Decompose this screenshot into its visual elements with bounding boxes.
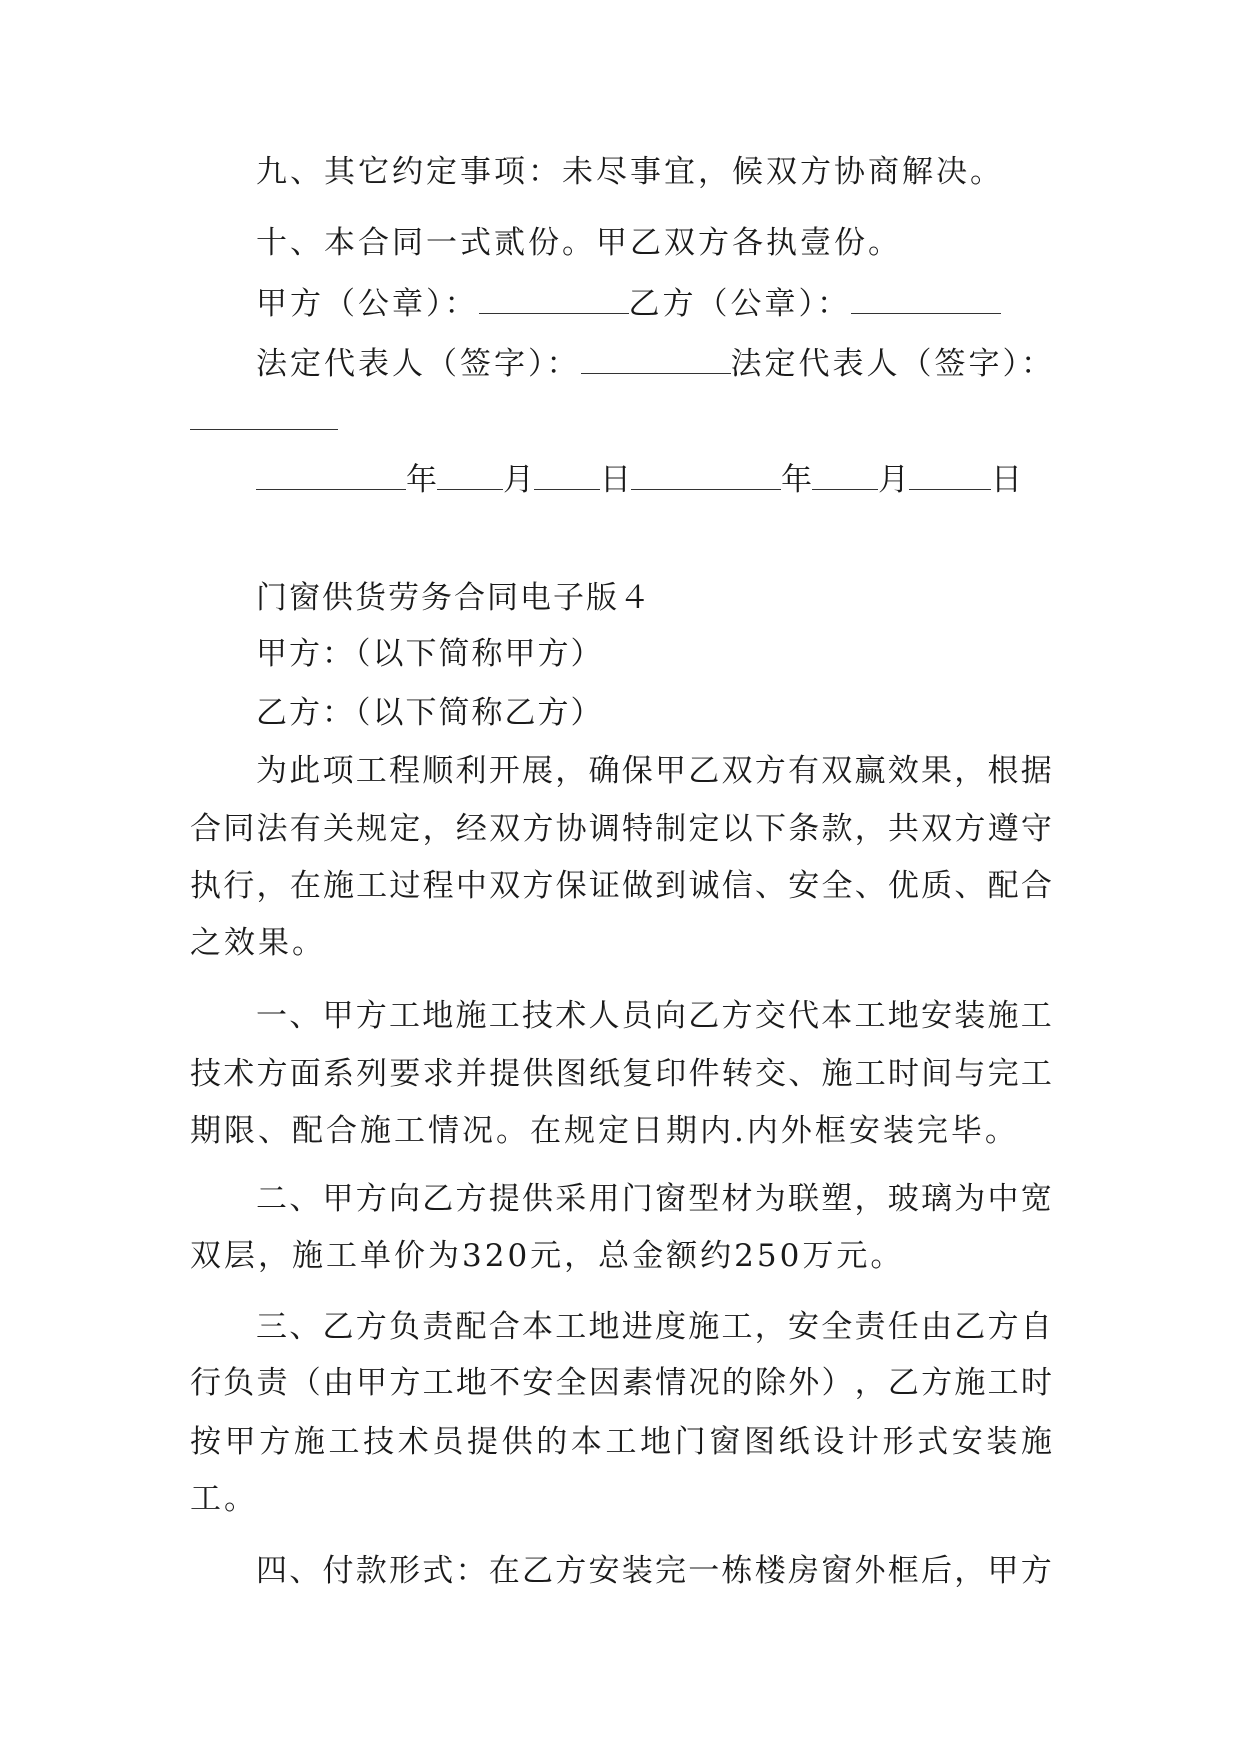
date-a-year-unit: 年 [406, 462, 437, 498]
party-a-seal-blank [479, 287, 629, 314]
date-b-day-unit: 日 [991, 462, 1022, 498]
rep-b-label: 法定代表人（签字）： [730, 346, 1055, 382]
clause-3-line: 按 甲 方 施 工 技 术 员 提 供 的 本 工 地 门 窗 图 纸 设 计 形 式 安 装 施 [190, 1424, 1052, 1460]
clause-3-line: 三 、 乙 方 负 责 配 合 本 工 地 进 度 施 工 ， 安 全 责 任 由 乙 方 自 [256, 1309, 1052, 1345]
rep-b-blank [190, 403, 338, 430]
rep-b-blank-line [190, 400, 338, 440]
date-a-day-blank [534, 463, 600, 490]
clause-4-line: 四 、 付 款 形 式 ： 在 乙 方 安 装 完 一 栋 楼 房 窗 外 框 后 ， 甲 方 [256, 1553, 1052, 1589]
intro-line: 合 同 法 有 关 规 定 ， 经 双 方 协 调 特 制 定 以 下 条 款 ， 共 双 方 遵 守 [190, 811, 1052, 847]
contract-title: 门窗供货劳务合同电子版４ [256, 580, 652, 616]
date-a-month-blank [437, 463, 503, 490]
clause-2-line: 二 、 甲 方 向 乙 方 提 供 采 用 门 窗 型 材 为 联 塑 ， 玻 璃 为 中 宽 [256, 1181, 1052, 1217]
clause-1-line: 一 、 甲 方 工 地 施 工 技 术 人 员 向 乙 方 交 代 本 工 地 安 装 施 工 [256, 998, 1052, 1034]
party-a-seal-label: 甲方（公章）： [256, 286, 479, 322]
clause-10: 十、本合同一式贰份。甲乙双方各执壹份。 [256, 225, 902, 261]
rep-a-blank [581, 347, 731, 374]
clause-9: 九、其它约定事项：未尽事宜，候双方协商解决。 [256, 154, 1004, 190]
clause-1-line: 期限、配合施工情况。在规定日期内.内外框安装完毕。 [190, 1113, 1019, 1149]
date-b-day-blank [909, 463, 991, 490]
date-a-year-blank [256, 463, 406, 490]
date-b-month-blank [812, 463, 878, 490]
date-b-month-unit: 月 [878, 462, 909, 498]
clause-1-line: 技 术 方 面 系 列 要 求 并 提 供 图 纸 复 印 件 转 交 、 施 工 时 间 与 完 工 [190, 1056, 1052, 1092]
clause-3-line: 行 负 责 （ 由 甲 方 工 地 不 安 全 因 素 情 况 的 除 外 ） ， 乙 方 施 工 时 [190, 1365, 1052, 1401]
signature-line-representative [256, 344, 1055, 384]
party-b-seal-label: 乙方（公章）： [628, 286, 851, 322]
party-b-seal-blank [851, 287, 1001, 314]
clause-2-line: 双层，施工单价为320元，总金额约250万元。 [190, 1238, 905, 1274]
clause-3-line: 工。 [190, 1481, 258, 1517]
date-a-month-unit: 月 [503, 462, 534, 498]
party-b-line: 乙方：（以下简称乙方） [256, 695, 604, 731]
date-line [256, 460, 1022, 500]
intro-line: 之效果。 [190, 925, 326, 961]
rep-a-label: 法定代表人（签字）： [256, 346, 581, 382]
date-b-year-unit: 年 [781, 462, 812, 498]
signature-line-seal [256, 284, 1001, 324]
date-b-year-blank [631, 463, 781, 490]
intro-line: 为 此 项 工 程 顺 利 开 展 ， 确 保 甲 乙 双 方 有 双 赢 效 果 ， 根 据 [256, 753, 1052, 789]
date-a-day-unit: 日 [600, 462, 631, 498]
party-a-line: 甲方：（以下简称甲方） [256, 636, 604, 672]
intro-line: 执 行 ， 在 施 工 过 程 中 双 方 保 证 做 到 诚 信 、 安 全 、 优 质 、 配 合 [190, 868, 1052, 904]
